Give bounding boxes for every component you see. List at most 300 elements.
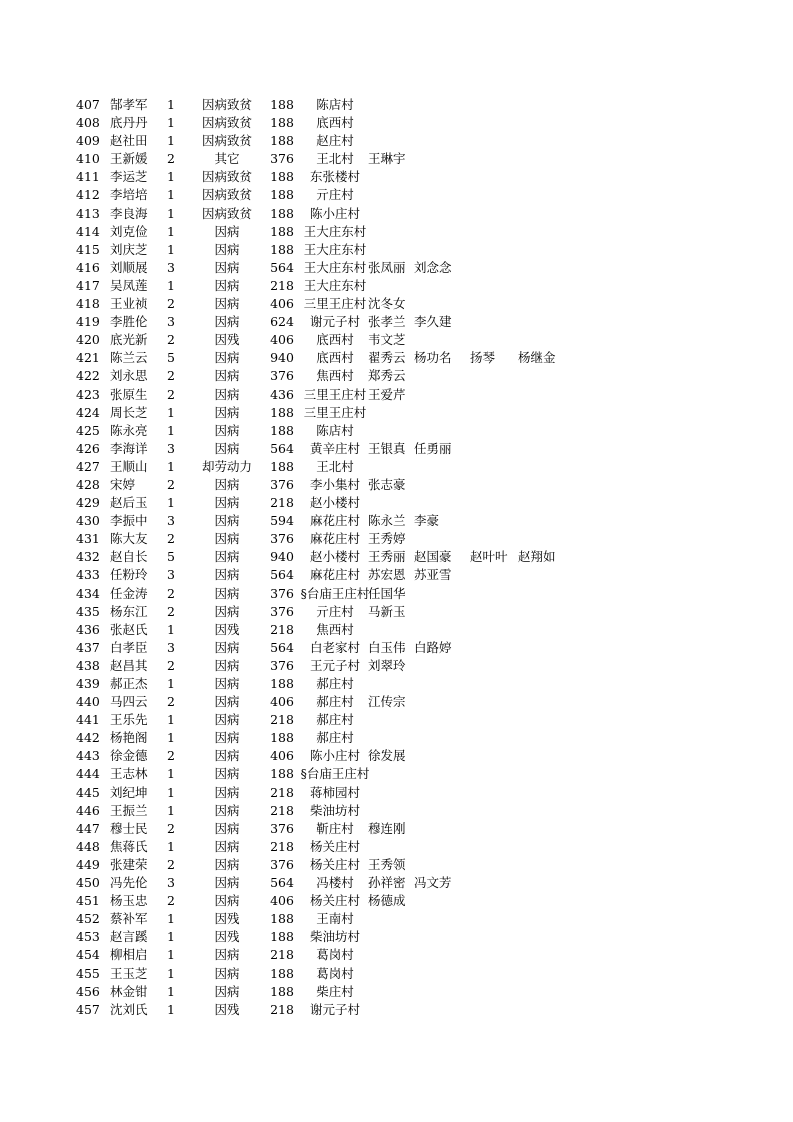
subsidy-amount: 624	[270, 314, 294, 330]
row-number: 424	[76, 404, 100, 420]
household-size: 2	[167, 296, 175, 312]
village-name: 王元子村	[309, 657, 360, 673]
household-head-name: 陈永亮	[110, 422, 148, 438]
table-row	[0, 566, 793, 584]
table-row	[0, 603, 793, 621]
household-head-name: 李海详	[110, 440, 148, 456]
household-size: 1	[167, 458, 175, 474]
household-size: 3	[167, 513, 175, 529]
village-name: 赵庄村	[316, 133, 354, 149]
poverty-reason: 因病	[214, 983, 240, 999]
village-name: 谢元子村	[309, 314, 360, 330]
poverty-reason: 因病	[214, 802, 240, 818]
household-head-name: 冯先伦	[110, 875, 148, 891]
household-size: 1	[167, 983, 175, 999]
household-head-name: 王振兰	[110, 802, 148, 818]
household-head-name: 王乐先	[110, 712, 148, 728]
subsidy-amount: 564	[270, 567, 294, 583]
table-row	[0, 150, 793, 168]
family-member-name: 刘翠玲	[368, 657, 406, 673]
village-name: 焦西村	[316, 368, 354, 384]
row-number: 430	[76, 513, 100, 529]
table-row	[0, 946, 793, 964]
village-name: 麻花庄村	[309, 513, 360, 529]
family-member-name: 郑秀云	[368, 368, 406, 384]
subsidy-amount: 188	[270, 458, 294, 474]
household-head-name: 沈刘氏	[110, 1001, 148, 1017]
table-row	[0, 729, 793, 747]
village-name: 焦西村	[316, 621, 354, 637]
family-member-name: 穆连刚	[368, 820, 406, 836]
row-number: 422	[76, 368, 100, 384]
household-head-name: 张原生	[110, 386, 148, 402]
family-member-name: 王爱芹	[368, 386, 406, 402]
subsidy-amount: 218	[270, 1001, 294, 1017]
table-row	[0, 295, 793, 313]
row-number: 409	[76, 133, 100, 149]
household-head-name: 底光新	[110, 332, 148, 348]
table-row	[0, 621, 793, 639]
village-name: 王大庄东村	[303, 277, 367, 293]
table-row	[0, 693, 793, 711]
table-row	[0, 259, 793, 277]
household-size: 1	[167, 621, 175, 637]
row-number: 408	[76, 115, 100, 131]
row-number: 412	[76, 187, 100, 203]
subsidy-amount: 376	[270, 856, 294, 872]
poverty-reason: 因病	[214, 549, 240, 565]
poverty-reason: 因病	[214, 603, 240, 619]
table-row	[0, 367, 793, 385]
village-name: 东张楼村	[309, 169, 360, 185]
household-size: 3	[167, 440, 175, 456]
table-row	[0, 820, 793, 838]
row-number: 433	[76, 567, 100, 583]
poverty-reason: 因病	[214, 893, 240, 909]
household-size: 1	[167, 205, 175, 221]
subsidy-amount: 564	[270, 875, 294, 891]
subsidy-amount: 940	[270, 350, 294, 366]
household-head-name: 蔡补军	[110, 911, 148, 927]
family-member-name: 沈冬女	[368, 296, 406, 312]
household-size: 1	[167, 838, 175, 854]
village-name: 麻花庄村	[309, 531, 360, 547]
village-name: 葛岗村	[316, 965, 354, 981]
household-size: 5	[167, 350, 175, 366]
poverty-reason: 因病	[214, 513, 240, 529]
poverty-reason: 因病	[214, 422, 240, 438]
poverty-reason: 因病	[214, 350, 240, 366]
household-head-name: 刘顺展	[110, 259, 148, 275]
family-member-name: 任国华	[368, 585, 406, 601]
household-size: 2	[167, 856, 175, 872]
row-number: 410	[76, 151, 100, 167]
poverty-reason: 因病	[214, 223, 240, 239]
household-head-name: 马四云	[110, 694, 148, 710]
subsidy-amount: 218	[270, 277, 294, 293]
row-number: 417	[76, 277, 100, 293]
table-row	[0, 928, 793, 946]
family-member-name: 刘念念	[414, 259, 452, 275]
family-member-name: 王秀领	[368, 856, 406, 872]
table-row	[0, 965, 793, 983]
village-name: 王南村	[316, 911, 354, 927]
village-name: 郝庄村	[316, 676, 354, 691]
poverty-reason: 因病	[214, 314, 240, 330]
subsidy-amount: 376	[270, 476, 294, 492]
subsidy-amount: 188	[270, 404, 294, 420]
village-name: 陈店村	[316, 422, 354, 438]
roster-table	[0, 96, 793, 1019]
family-member-name: 任勇丽	[414, 440, 452, 456]
table-row	[0, 114, 793, 132]
family-member-name: 徐发展	[368, 748, 406, 764]
poverty-reason: 因病	[214, 495, 240, 511]
row-number: 445	[76, 784, 100, 800]
table-row	[0, 910, 793, 928]
village-name: 柴油坊村	[309, 929, 360, 945]
household-size: 2	[167, 151, 175, 167]
subsidy-amount: 188	[270, 422, 294, 438]
village-name: 李小集村	[309, 476, 360, 492]
poverty-reason: 因病	[214, 947, 240, 963]
village-name: 三里王庄村	[303, 404, 367, 420]
poverty-reason: 因病	[214, 748, 240, 764]
household-head-name: 刘永思	[110, 368, 148, 384]
poverty-reason: 因病	[214, 965, 240, 981]
household-head-name: 王业祯	[110, 296, 148, 312]
poverty-reason: 因病致贫	[201, 205, 252, 221]
poverty-reason: 因病	[214, 784, 240, 800]
village-name: 陈店村	[316, 97, 354, 112]
poverty-reason: 因病致贫	[201, 133, 252, 149]
table-row	[0, 223, 793, 241]
village-name: 谢元子村	[309, 1001, 360, 1017]
village-name: 王北村	[316, 151, 354, 167]
village-name: 郝庄村	[316, 730, 354, 746]
poverty-reason: 因病	[214, 241, 240, 257]
poverty-reason: 因残	[214, 911, 240, 927]
subsidy-amount: 218	[270, 495, 294, 511]
row-number: 454	[76, 947, 100, 963]
row-number: 411	[76, 169, 100, 185]
family-member-name: 张孝兰	[368, 314, 406, 330]
household-size: 5	[167, 549, 175, 565]
family-member-name: 王秀婷	[368, 531, 406, 547]
village-name: 三里王庄村	[303, 386, 367, 402]
row-number: 426	[76, 440, 100, 456]
household-size: 1	[167, 911, 175, 927]
household-size: 1	[167, 277, 175, 293]
subsidy-amount: 188	[270, 133, 294, 149]
subsidy-amount: 188	[270, 169, 294, 185]
family-member-name: 杨继金	[518, 350, 556, 366]
village-name: 三里王庄村	[303, 296, 367, 312]
family-member-name: 韦文芝	[368, 332, 406, 348]
household-head-name: 底丹丹	[110, 115, 148, 131]
poverty-reason: 因病	[214, 585, 240, 601]
household-head-name: 刘庆芝	[110, 241, 148, 257]
village-name: 陈小庄村	[309, 748, 360, 764]
subsidy-amount: 406	[270, 296, 294, 312]
row-number: 435	[76, 603, 100, 619]
household-size: 1	[167, 187, 175, 203]
table-row	[0, 802, 793, 820]
village-name: 靳庄村	[316, 820, 354, 836]
village-name: 郝庄村	[316, 712, 354, 728]
subsidy-amount: 376	[270, 151, 294, 167]
household-head-name: 王玉芝	[110, 965, 148, 981]
household-head-name: 张赵氏	[110, 621, 148, 637]
household-head-name: 陈大友	[110, 531, 148, 547]
household-head-name: 李良海	[110, 205, 148, 221]
village-name: 王大庄东村	[303, 223, 367, 239]
household-head-name: 吴凤莲	[110, 277, 148, 293]
household-size: 3	[167, 875, 175, 891]
family-member-name: 王银真	[368, 440, 406, 456]
row-number: 448	[76, 838, 100, 854]
row-number: 451	[76, 893, 100, 909]
row-number: 447	[76, 820, 100, 836]
poverty-reason: 因残	[214, 621, 240, 637]
family-member-name: 白路婷	[414, 639, 452, 655]
family-member-name: 王琳宇	[368, 151, 406, 167]
poverty-reason: 因病	[214, 386, 240, 402]
subsidy-amount: 218	[270, 802, 294, 818]
poverty-reason: 因病	[214, 676, 240, 691]
table-row	[0, 422, 793, 440]
village-name: 亓庄村	[316, 187, 354, 203]
table-row	[0, 838, 793, 856]
row-number: 452	[76, 911, 100, 927]
table-row	[0, 476, 793, 494]
table-row	[0, 186, 793, 204]
table-row	[0, 874, 793, 892]
row-number: 418	[76, 296, 100, 312]
family-member-name: 翟秀云	[368, 350, 406, 366]
village-name: 赵小楼村	[309, 495, 360, 511]
subsidy-amount: 188	[270, 911, 294, 927]
poverty-reason: 因病	[214, 368, 240, 384]
household-size: 1	[167, 784, 175, 800]
household-size: 2	[167, 531, 175, 547]
household-size: 3	[167, 314, 175, 330]
household-size: 2	[167, 694, 175, 710]
row-number: 441	[76, 712, 100, 728]
family-member-name: 杨德成	[368, 893, 406, 909]
household-head-name: 李振中	[110, 513, 148, 529]
subsidy-amount: 406	[270, 694, 294, 710]
household-head-name: 郜孝军	[110, 97, 148, 112]
poverty-reason: 因残	[214, 929, 240, 945]
poverty-reason: 因病致贫	[201, 169, 252, 185]
household-head-name: 李运芝	[110, 169, 148, 185]
table-row	[0, 856, 793, 874]
poverty-reason: 因病	[214, 694, 240, 710]
village-name: 底西村	[316, 115, 354, 131]
row-number: 413	[76, 205, 100, 221]
subsidy-amount: 376	[270, 820, 294, 836]
family-member-name: 冯文芳	[414, 875, 452, 891]
village-name: 葛岗村	[316, 947, 354, 963]
table-row	[0, 892, 793, 910]
family-member-name: 杨功名	[414, 350, 452, 366]
household-head-name: 任粉玲	[110, 567, 148, 583]
household-size: 2	[167, 657, 175, 673]
row-number: 407	[76, 97, 100, 112]
subsidy-amount: 188	[270, 97, 294, 112]
village-name: 赵小楼村	[309, 549, 360, 565]
poverty-reason: 因病	[214, 404, 240, 420]
family-member-name: 苏宏恩	[368, 567, 406, 583]
household-head-name: 穆士民	[110, 820, 148, 836]
household-head-name: 焦蒋氏	[110, 838, 148, 854]
poverty-reason: 因病	[214, 259, 240, 275]
row-number: 439	[76, 676, 100, 691]
subsidy-amount: 564	[270, 639, 294, 655]
subsidy-amount: 376	[270, 531, 294, 547]
poverty-reason: 因残	[214, 332, 240, 348]
row-number: 420	[76, 332, 100, 348]
table-row	[0, 784, 793, 802]
village-name: 冯楼村	[316, 875, 354, 891]
subsidy-amount: 940	[270, 549, 294, 565]
household-head-name: 赵自长	[110, 549, 148, 565]
family-member-name: 赵翔如	[518, 549, 556, 565]
poverty-reason: 因病	[214, 820, 240, 836]
village-name: 亓庄村	[316, 603, 354, 619]
household-head-name: 赵言蹊	[110, 929, 148, 945]
household-size: 2	[167, 603, 175, 619]
table-row	[0, 657, 793, 675]
row-number: 449	[76, 856, 100, 872]
subsidy-amount: 376	[270, 603, 294, 619]
row-number: 438	[76, 657, 100, 673]
table-row	[0, 458, 793, 476]
subsidy-amount: 406	[270, 893, 294, 909]
village-name: 底西村	[316, 332, 354, 348]
subsidy-amount: 188	[270, 223, 294, 239]
household-size: 1	[167, 404, 175, 420]
row-number: 453	[76, 929, 100, 945]
household-size: 1	[167, 422, 175, 438]
poverty-reason: 因病	[214, 440, 240, 456]
subsidy-amount: 406	[270, 332, 294, 348]
household-size: 3	[167, 639, 175, 655]
poverty-reason: 其它	[214, 151, 240, 167]
table-row	[0, 132, 793, 150]
poverty-reason: 因病	[214, 766, 240, 782]
household-head-name: 郝正杰	[110, 676, 148, 691]
poverty-reason: 因病致贫	[201, 97, 252, 112]
village-name: 杨关庄村	[309, 838, 360, 854]
household-size: 2	[167, 386, 175, 402]
subsidy-amount: 406	[270, 748, 294, 764]
family-member-name: 张志豪	[368, 476, 406, 492]
row-number: 415	[76, 241, 100, 257]
table-row	[0, 711, 793, 729]
row-number: 414	[76, 223, 100, 239]
village-name: 陈小庄村	[309, 205, 360, 221]
row-number: 444	[76, 766, 100, 782]
household-size: 1	[167, 929, 175, 945]
village-name: 王北村	[316, 458, 354, 474]
household-head-name: 柳相启	[110, 947, 148, 963]
household-head-name: 徐金德	[110, 748, 148, 764]
poverty-reason: 因病致贫	[201, 115, 252, 131]
household-size: 1	[167, 97, 175, 112]
row-number: 432	[76, 549, 100, 565]
row-number: 456	[76, 983, 100, 999]
row-number: 450	[76, 875, 100, 891]
village-name: 蒋柿园村	[309, 784, 360, 800]
table-row	[0, 404, 793, 422]
household-head-name: 周长芝	[110, 404, 148, 420]
village-name: 黄辛庄村	[309, 440, 360, 456]
poverty-reason: 因病	[214, 639, 240, 655]
row-number: 419	[76, 314, 100, 330]
table-row	[0, 168, 793, 186]
household-size: 2	[167, 585, 175, 601]
subsidy-amount: 188	[270, 205, 294, 221]
village-name: 郝庄村	[316, 694, 354, 710]
row-number: 455	[76, 965, 100, 981]
subsidy-amount: 376	[270, 368, 294, 384]
table-row	[0, 983, 793, 1001]
family-member-name: 苏亚雪	[414, 567, 452, 583]
household-size: 1	[167, 965, 175, 981]
subsidy-amount: 188	[270, 929, 294, 945]
household-head-name: 白孝臣	[110, 639, 148, 655]
table-row	[0, 765, 793, 783]
row-number: 437	[76, 639, 100, 655]
poverty-reason: 因残	[214, 1001, 240, 1017]
village-name: 杨关庄村	[309, 893, 360, 909]
table-row	[0, 494, 793, 512]
village-name: §台庙王庄村	[300, 585, 370, 601]
row-number: 436	[76, 621, 100, 637]
family-member-name: 扬琴	[470, 350, 496, 366]
row-number: 427	[76, 458, 100, 474]
row-number: 416	[76, 259, 100, 275]
family-member-name: 李豪	[414, 513, 440, 529]
household-head-name: 陈兰云	[110, 350, 148, 366]
family-member-name: 赵叶叶	[470, 549, 508, 565]
subsidy-amount: 218	[270, 621, 294, 637]
row-number: 443	[76, 748, 100, 764]
household-size: 1	[167, 766, 175, 782]
subsidy-amount: 188	[270, 965, 294, 981]
table-row	[0, 747, 793, 765]
row-number: 421	[76, 350, 100, 366]
row-number: 434	[76, 585, 100, 601]
household-head-name: 任金涛	[110, 585, 148, 601]
village-name: 白老家村	[309, 639, 360, 655]
subsidy-amount: 188	[270, 983, 294, 999]
table-row	[0, 241, 793, 259]
household-size: 1	[167, 712, 175, 728]
poverty-reason: 因病	[214, 856, 240, 872]
subsidy-amount: 218	[270, 838, 294, 854]
household-size: 1	[167, 730, 175, 746]
household-head-name: 张建荣	[110, 856, 148, 872]
table-row	[0, 349, 793, 367]
family-member-name: 江传宗	[368, 694, 406, 710]
row-number: 446	[76, 802, 100, 818]
row-number: 440	[76, 694, 100, 710]
subsidy-amount: 188	[270, 187, 294, 203]
table-row	[0, 96, 793, 114]
